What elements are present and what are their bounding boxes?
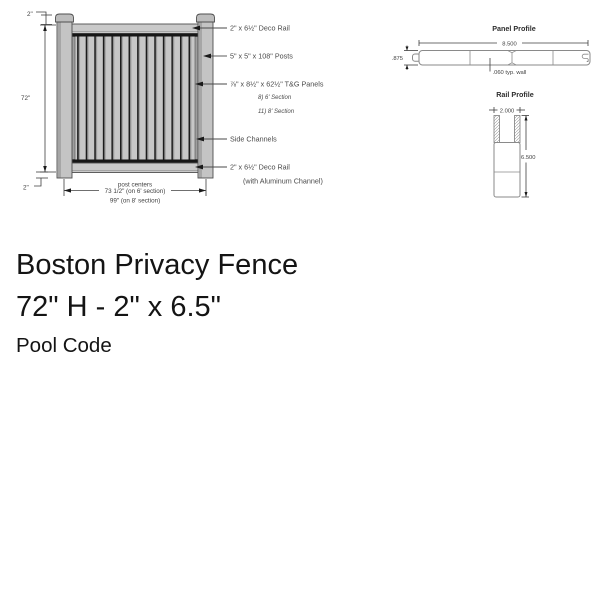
bottom-aluminum-channel <box>71 160 199 164</box>
bottom-deco-rail <box>71 163 199 173</box>
label-posts: 5" x 5" x 108" Posts <box>230 51 293 61</box>
dim-top-offset: 2" <box>27 11 33 18</box>
product-text-block <box>16 244 298 361</box>
post-centers-6ft: 73 1/2" (on 6' section) <box>104 188 166 195</box>
label-side-channels: Side Channels <box>230 134 277 144</box>
left-post-cap <box>56 14 74 22</box>
product-code: Pool Code <box>16 334 112 357</box>
post-centers-dimension <box>64 179 206 205</box>
label-panels-note-8: 11) 8' Section <box>258 109 295 115</box>
label-top-rail: 2" x 6½" Deco Rail <box>230 23 290 33</box>
post-centers-8ft: 99" (on 8' section) <box>109 197 161 205</box>
rail-body <box>494 143 520 198</box>
panel-thickness-dim: .875 <box>391 55 403 62</box>
panel-wall-note: .060 typ. wall <box>492 70 527 76</box>
rail-width-dim: 2.000 <box>499 108 515 115</box>
fence-elevation <box>56 14 215 178</box>
dim-height: 72" <box>21 95 31 102</box>
left-dimensions <box>21 11 56 192</box>
top-channel <box>71 34 199 37</box>
top-deco-rail <box>71 24 199 34</box>
label-panels: ⅞" x 8½" x 62½" T&G Panels <box>230 79 324 89</box>
label-bottom-rail: 2" x 6½" Deco Rail <box>230 162 290 172</box>
product-spec: 72" H - 2" x 6.5" <box>16 291 221 323</box>
dim-bottom-offset: 2" <box>23 184 29 192</box>
rail-profile-drawing <box>489 90 536 197</box>
rail-profile-title: Rail Profile <box>496 90 534 99</box>
rail-prong-right <box>515 116 521 143</box>
rail-prong-left <box>494 116 500 143</box>
panel-profile-drawing <box>392 24 590 76</box>
panel-width-dim: 8.500 <box>502 41 517 48</box>
left-post-shade <box>58 20 61 178</box>
tg-panel-slats <box>71 37 199 160</box>
right-post-shade <box>199 20 202 178</box>
label-panels-note-6: 8) 6' Section <box>258 95 292 101</box>
panel-profile-title: Panel Profile <box>492 24 536 33</box>
right-post-cap <box>197 14 215 22</box>
fence-technical-diagram <box>0 0 600 235</box>
panel-body <box>419 51 590 66</box>
rail-height-dim: 6.500 <box>521 154 536 161</box>
label-bottom-rail-note: (with Aluminum Channel) <box>243 176 323 186</box>
product-name: Boston Privacy Fence <box>16 249 299 281</box>
post-centers-label: post centers <box>117 181 153 189</box>
